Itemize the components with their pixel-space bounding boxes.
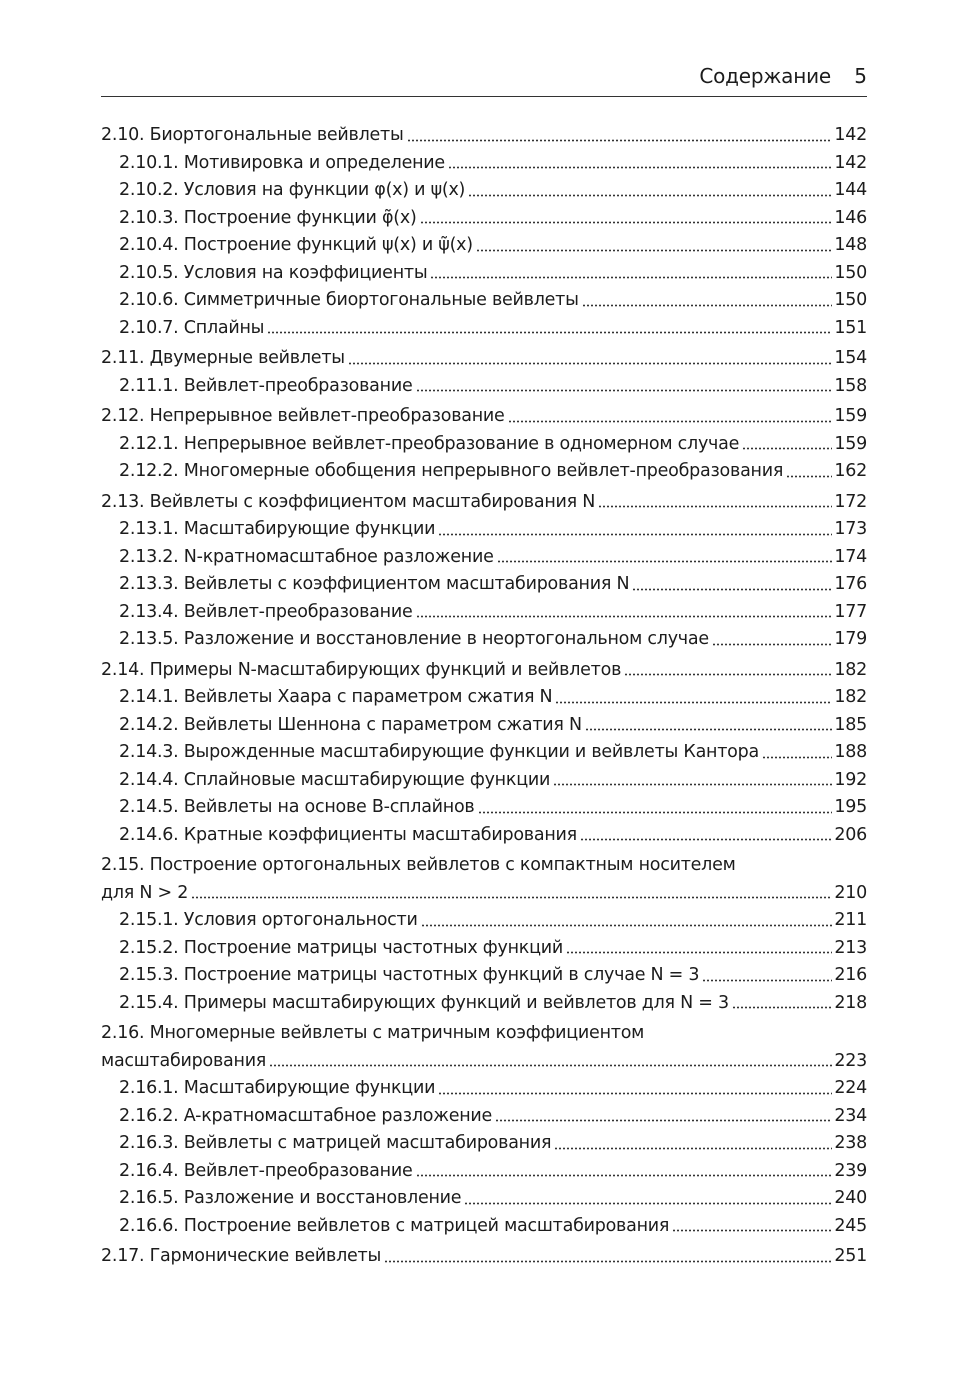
header-page-number: 5 — [854, 64, 867, 88]
dot-leader — [555, 700, 832, 705]
toc-entry-title: 2.14.4. Сплайновые масштабирующие функции — [119, 769, 551, 790]
dot-leader — [407, 138, 833, 143]
toc-section-entry[interactable] — [101, 880, 867, 908]
dot-leader — [672, 1228, 832, 1233]
toc-subsection-entry[interactable] — [101, 177, 867, 205]
toc-section-title-line — [101, 852, 867, 880]
toc-entry-title: 2.16.2. A-кратномасштабное разложение — [119, 1105, 493, 1126]
toc-page-number: 159 — [834, 433, 867, 454]
toc-entry-title: 2.14.1. Вейвлеты Хаара с параметром сжатия N — [119, 687, 553, 707]
toc-section-entry[interactable] — [101, 403, 867, 431]
toc-subsection-entry[interactable] — [101, 373, 867, 401]
dot-leader — [478, 810, 833, 815]
toc-page-number: 150 — [834, 290, 867, 310]
toc-page-number: 238 — [834, 1133, 867, 1153]
toc-subsection-entry[interactable] — [101, 767, 867, 795]
toc-subsection-entry[interactable] — [101, 1158, 867, 1186]
toc-entry-title: 2.14. Примеры N-масштабирующих функций и вейвлетов — [101, 659, 622, 680]
toc-page-number: 240 — [834, 1188, 867, 1208]
dot-leader — [624, 672, 832, 677]
dot-leader — [742, 446, 832, 451]
toc-entry-title: 2.17. Гармонические вейвлеты — [101, 1246, 382, 1266]
toc-page-number: 142 — [834, 152, 867, 173]
toc-section-entry[interactable] — [101, 489, 867, 517]
toc-page-number: 172 — [834, 491, 867, 512]
toc-section-entry[interactable] — [101, 1243, 867, 1271]
toc-entry-title: 2.10.3. Построение функции φ̃(x) — [119, 207, 417, 228]
dot-leader — [554, 1146, 832, 1151]
toc-entry-title: 2.16.4. Вейвлет-преобразование — [119, 1160, 413, 1181]
toc-entry-title: 2.15. Построение ортогональных вейвлетов с компактным носителем — [101, 855, 736, 875]
toc-page-number: 182 — [834, 687, 867, 707]
toc-entry-title: 2.12.1. Непрерывное вейвлет-преобразование в одномерном случае — [119, 433, 740, 454]
toc-page-number: 206 — [834, 824, 867, 845]
toc-entry-title: 2.15.1. Условия ортогональности — [119, 910, 418, 930]
dot-leader — [468, 193, 832, 198]
toc-entry-title: 2.15.4. Примеры масштабирующих функций и вейвлетов для N = 3 — [119, 992, 729, 1013]
toc-page-number: 188 — [834, 742, 867, 762]
toc-entry-title: 2.13.4. Вейвлет-преобразование — [119, 601, 413, 622]
toc-page-number: 245 — [834, 1215, 867, 1236]
toc-entry-title: 2.14.2. Вейвлеты Шеннона с параметром сжатия N — [119, 714, 582, 735]
toc-subsection-entry[interactable] — [101, 794, 867, 822]
toc-page-number: 210 — [834, 882, 867, 903]
toc-subsection-entry[interactable] — [101, 260, 867, 288]
toc-entry-title: 2.14.3. Вырожденные масштабирующие функции и вейвлеты Кантора — [119, 742, 759, 762]
toc-page-number: 151 — [834, 317, 867, 338]
toc-subsection-entry[interactable] — [101, 287, 867, 315]
toc-subsection-entry[interactable] — [101, 516, 867, 544]
toc-section-title-line — [101, 1020, 867, 1048]
toc-page-number: 150 — [834, 262, 867, 283]
dot-leader — [348, 361, 833, 366]
dot-leader — [420, 220, 833, 225]
dot-leader — [416, 614, 833, 619]
toc-page-number: 185 — [834, 714, 867, 735]
dot-leader — [416, 388, 833, 393]
dot-leader — [553, 782, 832, 787]
toc-page-number: 173 — [834, 519, 867, 539]
toc-page-number: 159 — [834, 406, 867, 426]
dot-leader — [191, 895, 832, 900]
toc-entry-title: 2.13.1. Масштабирующие функции — [119, 519, 436, 539]
dot-leader — [566, 950, 832, 955]
toc-subsection-entry[interactable] — [101, 431, 867, 459]
toc-subsection-entry[interactable] — [101, 1075, 867, 1103]
toc-subsection-entry[interactable] — [101, 822, 867, 850]
toc-entry-title: 2.13.5. Разложение и восстановление в неортогональном случае — [119, 629, 709, 649]
toc-subsection-entry[interactable] — [101, 990, 867, 1018]
dot-leader — [384, 1259, 832, 1264]
toc-entry-title-continuation: масштабирования — [101, 1050, 267, 1071]
toc-page-number: 239 — [834, 1160, 867, 1181]
toc-page-number: 234 — [834, 1105, 867, 1126]
toc-page-number: 148 — [834, 235, 867, 255]
toc-subsection-entry[interactable] — [101, 1213, 867, 1241]
dot-leader — [416, 1173, 833, 1178]
toc-entry-title: 2.13.3. Вейвлеты с коэффициентом масштабирования N — [119, 574, 630, 594]
dot-leader — [632, 587, 832, 592]
toc-entry-title: 2.16.3. Вейвлеты с матрицей масштабирования — [119, 1133, 552, 1153]
toc-entry-title: 2.16.1. Масштабирующие функции — [119, 1078, 436, 1098]
toc-section-entry[interactable] — [101, 345, 867, 373]
toc-subsection-entry[interactable] — [101, 232, 867, 260]
dot-leader — [497, 559, 833, 564]
dot-leader — [269, 1063, 832, 1068]
dot-leader — [762, 755, 832, 760]
toc-subsection-entry[interactable] — [101, 739, 867, 767]
toc-entry-title: 2.10.4. Построение функций ψ(x) и ψ̃(x) — [119, 235, 473, 255]
toc-subsection-entry[interactable] — [101, 684, 867, 712]
running-header — [101, 62, 867, 97]
toc-entry-title: 2.13.2. N-кратномасштабное разложение — [119, 546, 494, 567]
toc-entry-title: 2.14.6. Кратные коэффициенты масштабирования — [119, 824, 577, 845]
toc-entry-title: 2.16. Многомерные вейвлеты с матричным коэффициентом — [101, 1023, 645, 1043]
toc-page-number: 154 — [834, 348, 867, 368]
dot-leader — [732, 1005, 832, 1010]
toc-section-entry[interactable] — [101, 657, 867, 685]
toc-page-number: 216 — [834, 965, 867, 985]
toc-page-number: 176 — [834, 574, 867, 594]
toc-page-number: 251 — [834, 1246, 867, 1266]
toc-entry-title: 2.15.3. Построение матрицы частотных функций в случае N = 3 — [119, 965, 700, 985]
toc-subsection-entry[interactable] — [101, 150, 867, 178]
toc-subsection-entry[interactable] — [101, 205, 867, 233]
dot-leader — [598, 504, 832, 509]
toc-subsection-entry[interactable] — [101, 544, 867, 572]
dot-leader — [712, 642, 832, 647]
toc-section-entry[interactable] — [101, 122, 867, 150]
toc-entry-title: 2.10.2. Условия на функции φ(x) и ψ(x) — [119, 180, 466, 200]
toc-entry-title-continuation: для N > 2 — [101, 882, 189, 903]
toc-entry-title: 2.10.7. Сплайны — [119, 317, 265, 338]
dot-leader — [267, 330, 832, 335]
dot-leader — [464, 1201, 832, 1206]
dot-leader — [702, 978, 832, 983]
toc-page-number: 224 — [834, 1078, 867, 1098]
dot-leader — [508, 419, 833, 424]
dot-leader — [582, 303, 833, 308]
toc-page-number: 182 — [834, 659, 867, 680]
toc-page-number: 146 — [834, 207, 867, 228]
toc-section-entry[interactable] — [101, 1048, 867, 1076]
toc-entry-title: 2.10. Биортогональные вейвлеты — [101, 125, 404, 145]
toc-subsection-entry[interactable] — [101, 571, 867, 599]
toc-entry-title: 2.15.2. Построение матрицы частотных функций — [119, 937, 564, 958]
dot-leader — [430, 275, 832, 280]
toc-entry-title: 2.10.5. Условия на коэффициенты — [119, 262, 428, 283]
toc-subsection-entry[interactable] — [101, 712, 867, 740]
toc-entry-title: 2.16.5. Разложение и восстановление — [119, 1188, 462, 1208]
dot-leader — [421, 923, 833, 928]
toc-entry-title: 2.10.6. Симметричные биортогональные вейвлеты — [119, 290, 579, 310]
toc-entry-title: 2.10.1. Мотивировка и определение — [119, 152, 445, 173]
table-of-contents — [101, 122, 867, 1271]
toc-subsection-entry[interactable] — [101, 1103, 867, 1131]
dot-leader — [495, 1118, 832, 1123]
toc-subsection-entry[interactable] — [101, 626, 867, 654]
toc-entry-title: 2.12. Непрерывное вейвлет-преобразование — [101, 406, 505, 426]
toc-entry-title: 2.11. Двумерные вейвлеты — [101, 348, 345, 368]
toc-subsection-entry[interactable] — [101, 599, 867, 627]
toc-entry-title: 2.13. Вейвлеты с коэффициентом масштабирования N — [101, 491, 596, 512]
toc-page-number: 192 — [834, 769, 867, 790]
toc-subsection-entry[interactable] — [101, 1185, 867, 1213]
dot-leader — [476, 248, 832, 253]
toc-page-number: 177 — [834, 601, 867, 622]
toc-entry-title: 2.11.1. Вейвлет-преобразование — [119, 375, 413, 396]
dot-leader — [448, 165, 832, 170]
toc-page-number: 144 — [834, 180, 867, 200]
dot-leader — [438, 1091, 832, 1096]
toc-page-number: 158 — [834, 375, 867, 396]
toc-entry-title: 2.16.6. Построение вейвлетов с матрицей масштабирования — [119, 1215, 670, 1236]
toc-page-number: 142 — [834, 125, 867, 145]
toc-subsection-entry[interactable] — [101, 907, 867, 935]
toc-page-number: 195 — [834, 797, 867, 817]
dot-leader — [580, 837, 832, 842]
toc-page-number: 223 — [834, 1050, 867, 1071]
dot-leader — [786, 474, 832, 479]
toc-subsection-entry[interactable] — [101, 1130, 867, 1158]
toc-subsection-entry[interactable] — [101, 458, 867, 486]
dot-leader — [438, 532, 832, 537]
toc-page-number: 211 — [834, 910, 867, 930]
toc-page-number: 174 — [834, 546, 867, 567]
toc-page-number: 218 — [834, 992, 867, 1013]
toc-page-number: 179 — [834, 629, 867, 649]
toc-page-number: 213 — [834, 937, 867, 958]
header-title: Содержание — [699, 64, 831, 88]
toc-subsection-entry[interactable] — [101, 315, 867, 343]
toc-subsection-entry[interactable] — [101, 935, 867, 963]
toc-subsection-entry[interactable] — [101, 962, 867, 990]
toc-entry-title: 2.12.2. Многомерные обобщения непрерывного вейвлет-преобразования — [119, 461, 784, 481]
dot-leader — [585, 727, 832, 732]
toc-page-number: 162 — [834, 461, 867, 481]
toc-entry-title: 2.14.5. Вейвлеты на основе B-сплайнов — [119, 797, 475, 817]
